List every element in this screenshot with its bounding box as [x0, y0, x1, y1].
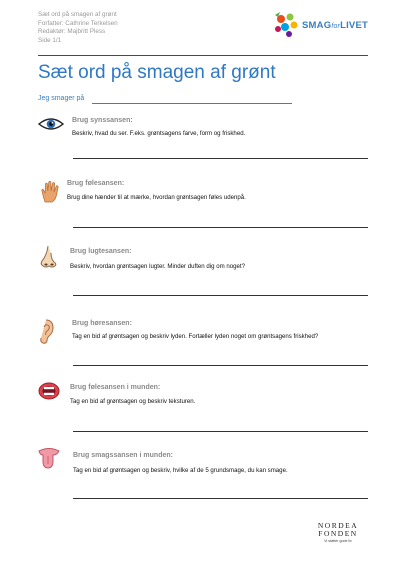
nose-icon — [39, 245, 59, 271]
section-instruction: Tag en bid af grøntsagen og beskriv lyden. Fortæller lyden noget om grøntsagens friskhed? — [72, 333, 319, 340]
section-instruction: Beskriv, hvordan grøntsagen lugter. Minder duften dig om noget? — [70, 263, 246, 270]
mouth-icon — [38, 382, 60, 400]
meta-line-author: Forfatter: Cathrine Terkelsen — [38, 19, 118, 27]
answer-line[interactable] — [73, 227, 368, 228]
ear-icon — [38, 319, 54, 345]
meta-line-title: Sæt ord på smagen af grønt — [38, 11, 117, 18]
section-instruction: Beskriv, hvad du ser. F.eks. grøntsagens farve, form og friskhed. — [72, 130, 246, 137]
section-title: Brug følesansen: — [67, 180, 125, 187]
smag-for-livet-logo — [272, 10, 382, 40]
logo-smag: SMAG — [302, 20, 332, 31]
hand-icon — [40, 180, 62, 204]
section-title: Brug høresansen: — [72, 320, 132, 327]
eye-icon — [38, 116, 64, 132]
meta-line-editor: Redaktør: Majbritt Pless — [38, 28, 106, 36]
veggie-cluster-icon — [272, 10, 302, 40]
section-title: Brug følesansen i munden: — [70, 384, 161, 391]
page-title: Sæt ord på smagen af grønt — [38, 62, 276, 83]
answer-line[interactable] — [73, 158, 368, 159]
section-instruction: Tag en bid af grøntsagen og beskriv, hvilke af de 5 grundsmage, du kan smage. — [73, 467, 288, 474]
answer-line[interactable] — [73, 498, 368, 499]
header-rule — [38, 55, 368, 56]
meta-line-page: Side 1/1 — [38, 36, 62, 44]
answer-line[interactable] — [73, 431, 368, 432]
nordea-tagline: Vi støtter gode liv — [324, 539, 352, 543]
section-title: Brug lugtesansen: — [70, 248, 132, 255]
section-instruction: Tag en bid af grøntsagen og beskriv teksturen. — [70, 398, 196, 405]
answer-line[interactable] — [73, 295, 368, 296]
document-meta — [38, 11, 118, 45]
tongue-icon — [37, 447, 61, 469]
jeg-smager-input-line[interactable] — [92, 103, 292, 104]
section-title: Brug smagssansen i munden: — [73, 452, 173, 459]
nordea-fonden-logo — [308, 522, 368, 543]
nordea-logo-line1: NORDEA — [317, 521, 359, 530]
jeg-smager-label: Jeg smager på — [38, 95, 85, 102]
section-title: Brug synssansen: — [72, 117, 133, 124]
section-instruction: Brug dine hænder til at mærke, hvordan grøntsagen føles udenpå. — [67, 194, 246, 201]
logo-for: for — [331, 23, 341, 30]
nordea-logo-line2: FONDEN — [318, 529, 358, 538]
answer-line[interactable] — [73, 365, 368, 366]
logo-livet: LIVET — [340, 20, 369, 31]
